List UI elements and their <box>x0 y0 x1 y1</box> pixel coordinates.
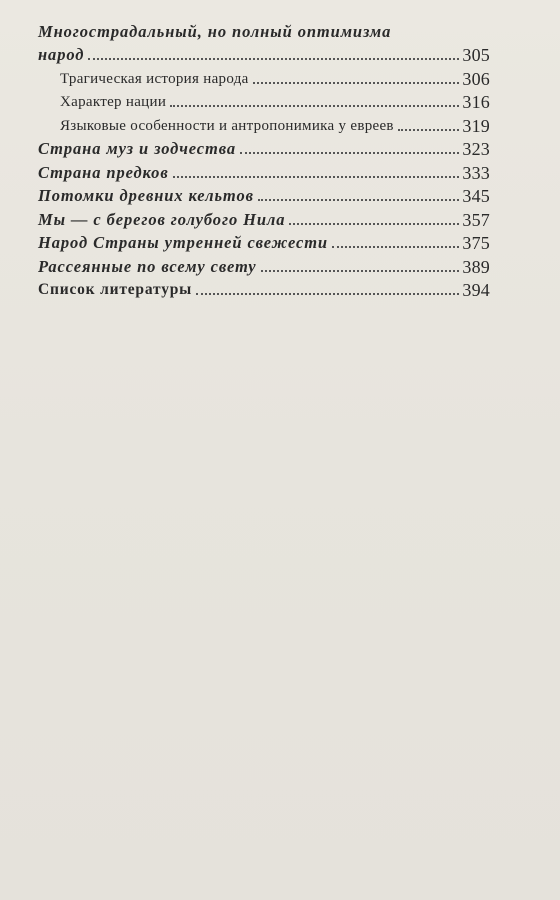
toc-entry-title: Рассеянные по всему свету <box>38 256 257 276</box>
toc-entry <box>38 65 490 89</box>
toc-entry-title: Многострадальный, но полный оптимизма <box>38 21 392 41</box>
toc-page-number: 323 <box>462 139 490 159</box>
dot-leader <box>173 176 460 178</box>
toc-entry <box>38 206 490 230</box>
toc-page-number: 394 <box>462 280 490 300</box>
toc-entry <box>38 230 490 254</box>
toc-entry-title: народ <box>38 45 85 64</box>
dot-leader <box>240 152 459 154</box>
dot-leader <box>196 293 459 295</box>
dot-leader <box>258 199 460 201</box>
dot-leader <box>289 223 459 225</box>
dot-leader <box>170 105 459 107</box>
toc-entry <box>38 277 490 301</box>
toc-entry-title: Страна предков <box>38 162 169 182</box>
toc-entry-title: Характер нации <box>60 94 167 110</box>
toc-page-number: 305 <box>462 45 490 65</box>
toc-entry-title: Страна муз и зодчества <box>38 139 237 158</box>
toc-page-number: 316 <box>462 92 490 112</box>
toc-page-number: 319 <box>462 115 490 136</box>
toc-entry <box>38 159 490 183</box>
toc-entry <box>38 42 490 66</box>
toc-page-number: 333 <box>462 162 490 183</box>
dot-leader <box>398 129 460 131</box>
toc-entry <box>38 136 490 160</box>
toc-page-number: 306 <box>462 68 490 89</box>
dot-leader <box>261 270 460 272</box>
toc-entry-title: Потомки древних кельтов <box>38 186 254 205</box>
toc-page-number: 357 <box>462 209 490 230</box>
toc-entry-title: Народ Страны утренней свежести <box>38 233 329 252</box>
toc-entry-title: Трагическая история народа <box>60 70 249 87</box>
dot-leader <box>253 82 460 84</box>
toc-entry-title: Мы — с берегов голубого Нила <box>38 209 286 229</box>
dot-leader <box>332 246 459 248</box>
toc-entry-heading <box>38 18 490 42</box>
table-of-contents <box>38 18 490 300</box>
toc-entry <box>38 253 490 277</box>
toc-entry <box>38 89 490 113</box>
toc-page-number: 345 <box>462 186 490 206</box>
toc-entry-title: Список литературы <box>38 281 193 298</box>
toc-page-number: 375 <box>462 233 490 253</box>
dot-leader <box>88 58 459 60</box>
toc-page-number: 389 <box>462 256 490 277</box>
toc-entry <box>38 183 490 207</box>
toc-entry <box>38 112 490 136</box>
toc-entry-title: Языковые особенности и антропонимика у евреев <box>60 117 394 134</box>
